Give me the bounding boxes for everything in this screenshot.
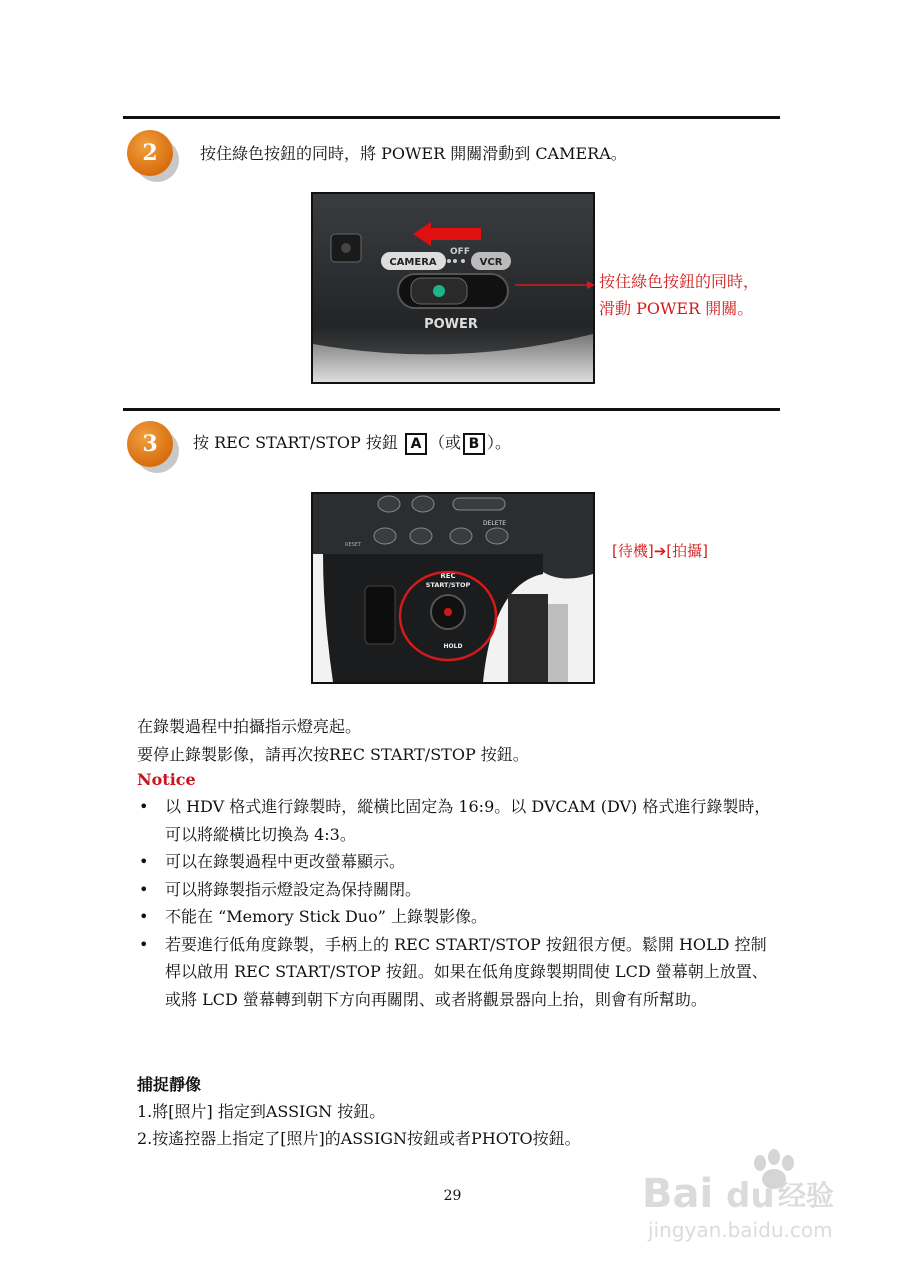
list-item xyxy=(137,848,777,876)
section-divider xyxy=(123,408,780,411)
section-heading: 捕捉靜像 xyxy=(137,1075,202,1094)
list-item xyxy=(137,793,777,848)
body-line: 要停止錄製影像，請再次按REC START/STOP 按鈕。 xyxy=(137,745,529,764)
bullet-icon: • xyxy=(139,852,149,871)
list-item-text: 若要進行低角度錄製，手柄上的 REC START/STOP 按鈕很方便。鬆開 HOLD 控制桿以啟用 REC START/STOP 按鈕。如果在低角度錄製期間使 LCD 螢幕朝上放置、或將 LCD 螢幕轉到朝下方向再關閉、或者將觀景器向上抬，則會有所幫助。 xyxy=(165,934,768,1009)
key-b-icon: B xyxy=(463,433,485,455)
hold-label: HOLD xyxy=(443,643,463,650)
instruction-text: 按 REC START/STOP 按鈕 xyxy=(193,433,398,452)
instruction-text: ）。 xyxy=(487,433,512,452)
list-item xyxy=(137,903,777,931)
start-stop-label: START/STOP xyxy=(425,581,471,589)
vcr-label: VCR xyxy=(479,257,503,268)
bullet-icon: • xyxy=(139,907,149,926)
bullet-icon: • xyxy=(139,879,149,899)
list-item-text: 可以在錄製過程中更改螢幕顯示。 xyxy=(165,852,406,871)
baidu-watermark xyxy=(640,1145,855,1245)
key-a-icon: A xyxy=(405,433,427,455)
paw-logo-icon xyxy=(640,1145,855,1245)
annotation-line: 滑動 POWER 開關。 xyxy=(599,299,754,318)
list-item xyxy=(137,931,777,1014)
delete-label: DELETE xyxy=(483,520,507,527)
capture-step: 2.按遙控器上指定了[照片]的ASSIGN按鈕或者PHOTO按鈕。 xyxy=(137,1129,581,1148)
step-2-instruction: 按住綠色按鈕的同時，將 POWER 開關滑動到 CAMERA。 xyxy=(200,144,627,163)
camera-label: CAMERA xyxy=(389,257,437,268)
bullet-icon: • xyxy=(139,797,149,816)
camera-handle-illustration xyxy=(313,494,593,682)
watermark-brand-cn: 经验 xyxy=(778,1179,835,1212)
capture-step: 1.將[照片] 指定到ASSIGN 按鈕。 xyxy=(137,1102,386,1121)
section-divider xyxy=(123,116,780,119)
photo1-annotation xyxy=(599,268,759,322)
right-arrow-icon: ➔ xyxy=(653,542,667,560)
step-3-instruction xyxy=(193,430,511,455)
watermark-url: jingyan.baidu.com xyxy=(648,1218,833,1242)
annotation-line: 按住綠色按鈕的同時， xyxy=(599,272,760,291)
watermark-brand: du xyxy=(726,1176,775,1216)
rec-label: REC xyxy=(440,572,456,580)
recording-label: [拍攝] xyxy=(666,542,709,560)
reset-label: RESET xyxy=(345,542,362,548)
list-item-text: 以 HDV 格式進行錄製時，縱橫比固定為 16:9。以 DVCAM (DV) 格式進行錄製時，可以將縱橫比切換為 4:3。 xyxy=(165,797,771,844)
pointer-arrow-icon xyxy=(515,280,595,290)
standby-label: [待機] xyxy=(612,542,654,560)
page-number: 29 xyxy=(443,1188,462,1204)
power-label: POWER xyxy=(424,317,478,332)
step-badge: 2 xyxy=(127,130,173,176)
list-item xyxy=(137,876,777,904)
notice-list xyxy=(137,793,777,1013)
off-label: OFF xyxy=(450,247,470,257)
step-badge: 3 xyxy=(127,421,173,467)
green-button xyxy=(433,285,445,297)
watermark-brand: Bai xyxy=(642,1171,714,1217)
body-line: 在錄製過程中拍攝指示燈亮起。 xyxy=(137,717,362,736)
bullet-icon: • xyxy=(139,934,149,954)
rec-button-photo xyxy=(311,492,595,684)
list-item-text: 可以將錄製指示燈設定為保持關閉。 xyxy=(165,879,422,899)
list-item-text: 不能在 “Memory Stick Duo” 上錄製影像。 xyxy=(165,907,487,926)
rec-indicator xyxy=(444,608,452,616)
notice-title: Notice xyxy=(137,770,196,789)
photo2-annotation xyxy=(612,538,708,565)
instruction-text: （或 xyxy=(428,433,461,452)
